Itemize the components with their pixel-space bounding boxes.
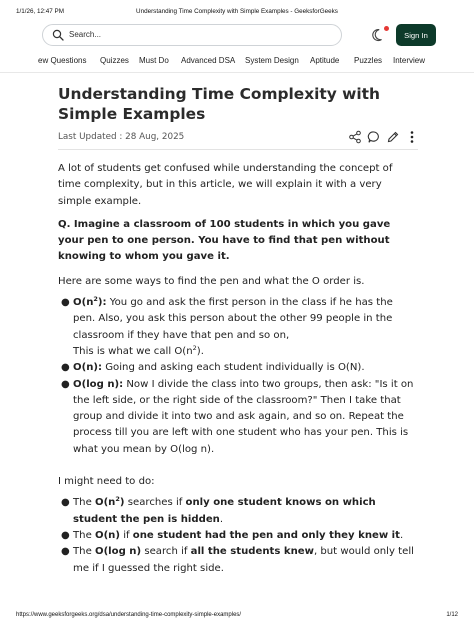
list-item bbox=[58, 295, 418, 360]
list-item: ● The O(n) if one student had the pen and only they knew it. bbox=[58, 528, 418, 544]
bullet-icon: ● bbox=[61, 297, 70, 309]
order-label: O(n): bbox=[73, 362, 103, 374]
notification-dot bbox=[384, 26, 389, 31]
search-placeholder: Search... bbox=[69, 30, 102, 39]
category-nav bbox=[0, 54, 474, 72]
nav-item-must-do[interactable]: Must Do bbox=[139, 56, 169, 65]
print-date: 1/1/26, 12:47 PM bbox=[16, 8, 64, 15]
article bbox=[58, 84, 418, 577]
article-meta bbox=[58, 130, 418, 148]
order-label: O(log n): bbox=[73, 378, 124, 390]
list-item: ● The $O(n^2)$ searches if only one student knows on which student the pen is hidden. bbox=[61, 495, 376, 525]
edit-icon[interactable] bbox=[386, 130, 400, 144]
item-text-2: This is what we call $O(n^2)$. bbox=[73, 343, 204, 357]
nav-divider bbox=[0, 72, 474, 73]
nav-item-quizzes[interactable]: Quizzes bbox=[100, 56, 129, 65]
item-text: Now I divide the class into two groups, then ask: "Is it on the left side, or the right side of the classroom?" Then I take that group and divide it into two and ask again, and so on. Repeat the process till you are left with one student who has your pen. This is what you mean by O(log n). bbox=[73, 378, 414, 455]
print-page-title: Understanding Time Complexity with Simple Examples - GeeksforGeeks bbox=[136, 8, 338, 15]
nav-item-system-design[interactable]: System Design bbox=[245, 56, 299, 65]
bullet-icon: ● bbox=[61, 378, 70, 390]
nav-item-interview-questions[interactable]: ew Questions bbox=[38, 56, 87, 65]
list-item bbox=[58, 360, 418, 376]
bullet-icon: ● bbox=[61, 362, 70, 374]
question-paragraph: Q. Imagine a classroom of 100 students in which you gave your pen to one person. You have to find that pen without knowing to whom you gave it. bbox=[58, 218, 391, 263]
bullet-icon: ● bbox=[61, 529, 70, 541]
ways-intro: Here are some ways to find the pen and what the O order is. bbox=[58, 275, 365, 287]
bullet-icon: ● bbox=[61, 546, 70, 558]
search-input[interactable] bbox=[42, 24, 342, 46]
meta-divider bbox=[58, 149, 418, 150]
article-title: Understanding Time Complexity with Simple Examples bbox=[58, 85, 380, 123]
order-label: $O(n^2)$: bbox=[73, 295, 107, 309]
page-number: 1/12 bbox=[446, 612, 458, 618]
list-item: ● The O(log n) search if all the students knew, but would only tell me if I guessed the right side. bbox=[61, 546, 414, 574]
need-intro: I might need to do: bbox=[58, 476, 155, 488]
comment-icon[interactable] bbox=[367, 130, 381, 144]
print-header bbox=[16, 8, 458, 20]
item-text: Going and asking each student individually is O(N). bbox=[102, 362, 365, 374]
needs-list bbox=[58, 495, 418, 576]
top-bar bbox=[0, 24, 474, 50]
nav-item-interview[interactable]: Interview bbox=[393, 56, 426, 65]
intro-paragraph: A lot of students get confused while understanding the concept of time complexity, but in this article, we will explain it with a very simple example. bbox=[58, 163, 393, 207]
more-options-icon[interactable] bbox=[408, 130, 416, 144]
ways-list bbox=[58, 295, 418, 458]
item-text: You go and ask the first person in the class if he has the pen. Also, you ask this person about the other 99 people in the classroom if they have that pen and so on, bbox=[73, 297, 393, 341]
search-icon bbox=[52, 29, 64, 41]
list-item bbox=[58, 377, 418, 458]
last-updated: Last Updated : 28 Aug, 2025 bbox=[58, 132, 185, 142]
print-url: https://www.geeksforgeeks.org/dsa/understanding-time-complexity-simple-examples/ bbox=[16, 612, 242, 618]
sign-in-button[interactable]: Sign In bbox=[396, 24, 436, 46]
share-icon[interactable] bbox=[348, 130, 362, 144]
nav-item-aptitude[interactable]: Aptitude bbox=[310, 56, 340, 65]
nav-item-puzzles[interactable]: Puzzles bbox=[354, 56, 383, 65]
nav-item-advanced-dsa[interactable]: Advanced DSA bbox=[181, 56, 236, 65]
print-footer bbox=[16, 612, 458, 624]
bullet-icon: ● bbox=[61, 497, 70, 509]
